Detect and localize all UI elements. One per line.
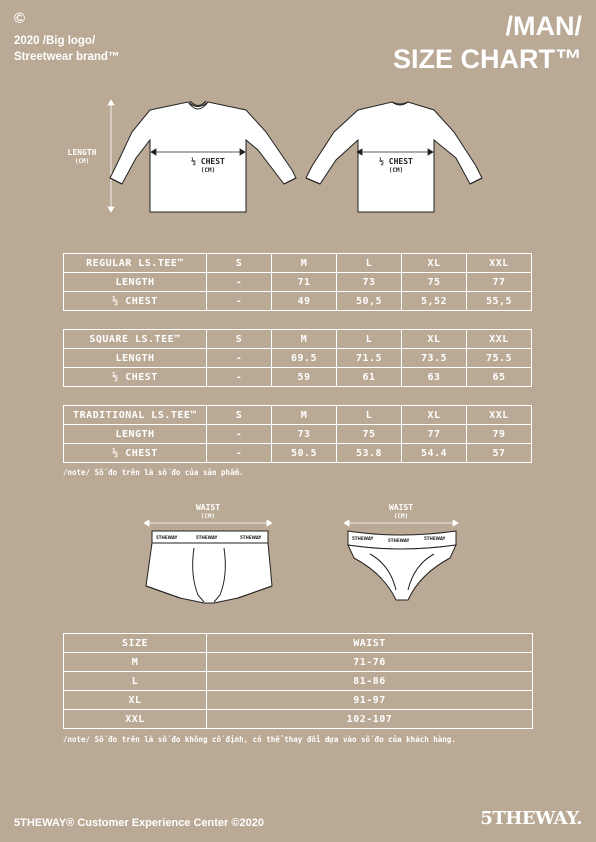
- table-cell: 63: [402, 368, 467, 387]
- table-cell: 71.5: [337, 349, 402, 368]
- table-cell: L: [64, 672, 207, 691]
- table-cell: XL: [402, 254, 467, 273]
- table-cell: ½ CHEST: [64, 444, 207, 463]
- chest-unit-back: (CM): [388, 167, 404, 174]
- table-cell: XXL: [64, 710, 207, 729]
- table-row: [64, 672, 533, 691]
- note-product-measurement: /note/ Số đo trên là số đo của sản phẩm.: [63, 468, 244, 477]
- table-cell: 71: [272, 273, 337, 292]
- table-cell: 57: [467, 444, 532, 463]
- brand-logo: 5THEWAY.: [480, 808, 582, 829]
- table-cell: 77: [467, 273, 532, 292]
- table-cell: S: [207, 254, 272, 273]
- table-cell: M: [64, 653, 207, 672]
- table-cell: LENGTH: [64, 425, 207, 444]
- table-cell: 54.4: [402, 444, 467, 463]
- table-row: [64, 368, 532, 387]
- table-cell: 55,5: [467, 292, 532, 311]
- length-arrow: [108, 100, 114, 212]
- band-text: 5THEWAY: [196, 535, 218, 540]
- waist-arrow-brief: [344, 520, 458, 526]
- brand-line: 2020 /Big logo/: [14, 35, 96, 47]
- table-cell: -: [207, 292, 272, 311]
- table-cell: WAIST: [207, 634, 533, 653]
- table-cell: TRADITIONAL LS.TEE™: [64, 406, 207, 425]
- table-cell: 77: [402, 425, 467, 444]
- table-cell: -: [207, 349, 272, 368]
- table-cell: 79: [467, 425, 532, 444]
- waist-label-boxer: WAIST: [195, 503, 221, 512]
- table-cell: SIZE: [64, 634, 207, 653]
- table-row: [64, 292, 532, 311]
- title-line: /MAN/: [505, 11, 582, 41]
- title-line: SIZE CHART™: [393, 44, 582, 74]
- table-cell: XL: [402, 406, 467, 425]
- table-cell: XXL: [467, 254, 532, 273]
- table-cell: 73: [337, 273, 402, 292]
- table-cell: -: [207, 425, 272, 444]
- boxer-illustration: [146, 531, 272, 603]
- table-cell: -: [207, 273, 272, 292]
- table-cell: L: [337, 406, 402, 425]
- table-cell: -: [207, 368, 272, 387]
- band-text: 5THEWAY: [240, 535, 262, 540]
- table-cell: 61: [337, 368, 402, 387]
- table-cell: XL: [402, 330, 467, 349]
- table-cell: REGULAR LS.TEE™: [64, 254, 207, 273]
- chest-unit-front: (CM): [200, 167, 216, 174]
- table-cell: LENGTH: [64, 273, 207, 292]
- table-cell: ½ CHEST: [64, 368, 207, 387]
- table-cell: M: [272, 330, 337, 349]
- table-cell: 75.5: [467, 349, 532, 368]
- table-cell: 75: [402, 273, 467, 292]
- chest-label-back: ½ CHEST: [379, 157, 413, 166]
- table-header-row: [64, 406, 532, 425]
- chest-label-front: ½ CHEST: [191, 157, 225, 166]
- regular-tee-size-table: [63, 253, 532, 311]
- table-header-row: [64, 254, 532, 273]
- table-cell: 75: [337, 425, 402, 444]
- band-text: 5THEWAY: [424, 536, 446, 541]
- table-cell: XL: [64, 691, 207, 710]
- length-label: LENGTH: [67, 148, 97, 157]
- table-cell: M: [272, 406, 337, 425]
- table-row: [64, 653, 533, 672]
- note-measurement-variance: /note/ Số đo trên là số đo không cố định, có thể thay đổi dựa vào số đo của khách hàng.: [63, 735, 456, 744]
- table-cell: 50,5: [337, 292, 402, 311]
- brand-line: Streetwear brand™: [14, 51, 120, 63]
- table-cell: L: [337, 254, 402, 273]
- table-cell: 53.8: [337, 444, 402, 463]
- table-header-row: [64, 330, 532, 349]
- table-cell: 5,52: [402, 292, 467, 311]
- table-cell: 73: [272, 425, 337, 444]
- table-cell: 102-107: [207, 710, 533, 729]
- table-cell: ½ CHEST: [64, 292, 207, 311]
- table-cell: 71-76: [207, 653, 533, 672]
- table-cell: 49: [272, 292, 337, 311]
- band-text: 5THEWAY: [388, 538, 410, 543]
- table-cell: 65: [467, 368, 532, 387]
- copyright-symbol: ©: [14, 10, 26, 27]
- table-row: [64, 273, 532, 292]
- table-cell: LENGTH: [64, 349, 207, 368]
- waist-size-table: [63, 633, 533, 729]
- band-text: 5THEWAY: [156, 535, 178, 540]
- table-cell: 81-86: [207, 672, 533, 691]
- table-row: [64, 349, 532, 368]
- table-cell: S: [207, 330, 272, 349]
- waist-unit-boxer: (CM): [200, 513, 216, 520]
- band-text: 5THEWAY: [352, 536, 374, 541]
- waist-label-brief: WAIST: [388, 503, 414, 512]
- traditional-tee-size-table: [63, 405, 532, 463]
- table-cell: S: [207, 406, 272, 425]
- table-cell: 69.5: [272, 349, 337, 368]
- square-tee-size-table: [63, 329, 532, 387]
- table-row: [64, 691, 533, 710]
- table-cell: 50.5: [272, 444, 337, 463]
- table-cell: L: [337, 330, 402, 349]
- waist-unit-brief: (CM): [393, 513, 409, 520]
- boxer-band-text: [156, 535, 262, 540]
- table-row: [64, 444, 532, 463]
- table-header-row: [64, 634, 533, 653]
- length-unit: (CM): [74, 158, 90, 165]
- footer-text: 5THEWAY® Customer Experience Center ©2020: [14, 817, 264, 829]
- table-cell: 59: [272, 368, 337, 387]
- waist-arrow-boxer: [144, 520, 272, 526]
- table-cell: 73.5: [402, 349, 467, 368]
- table-row: [64, 425, 532, 444]
- table-cell: 91-97: [207, 691, 533, 710]
- table-cell: SQUARE LS.TEE™: [64, 330, 207, 349]
- table-cell: -: [207, 444, 272, 463]
- table-cell: XXL: [467, 330, 532, 349]
- table-cell: XXL: [467, 406, 532, 425]
- table-row: [64, 710, 533, 729]
- table-cell: M: [272, 254, 337, 273]
